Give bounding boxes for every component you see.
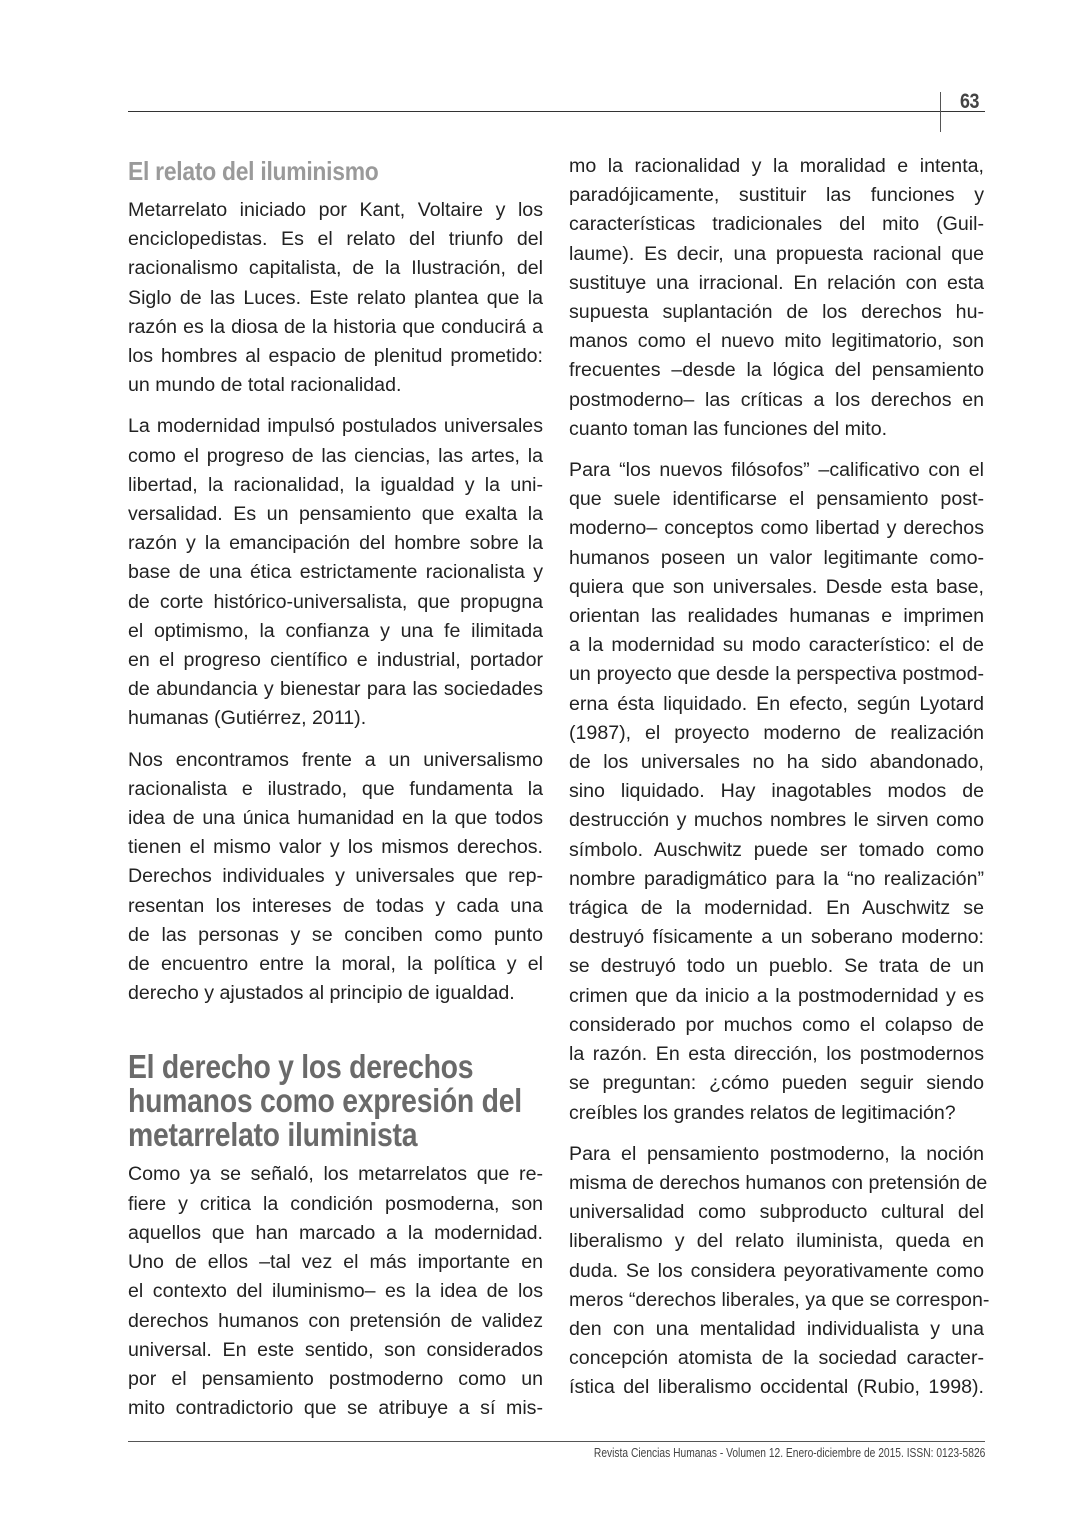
text-line: el contexto del iluminismo– es la idea de los bbox=[128, 1280, 543, 1303]
text-line: como el progreso de las ciencias, las artes, la bbox=[128, 444, 543, 467]
text-line: frecuentes –desde la lógica del pensamiento bbox=[569, 359, 984, 382]
text-line: de corte histórico-universalista, que propugna bbox=[128, 590, 543, 613]
text-line: sustituye una irracional. En relación con esta bbox=[569, 271, 984, 294]
text-line: racionalismo capitalista, de la Ilustración, del bbox=[128, 257, 543, 280]
right-column bbox=[569, 152, 990, 1415]
text-line: razón es la diosa de la historia que conducirá a bbox=[128, 315, 543, 338]
section-heading-derechos-humanos bbox=[128, 1048, 522, 1154]
text-line: duda. Se los considera peyorativamente como bbox=[569, 1259, 984, 1282]
left-column bbox=[128, 150, 543, 1435]
text-line: den con una mentalidad individualista y una bbox=[569, 1317, 984, 1340]
text-line: quiera que son universales. Desde esta base, bbox=[569, 575, 984, 598]
text-line: Derechos individuales y universales que rep- bbox=[128, 865, 543, 888]
text-line: aquellos que han marcado a la modernidad. bbox=[128, 1221, 543, 1244]
text-line: por el pensamiento postmoderno como un bbox=[128, 1367, 543, 1390]
text-line: trágica de la modernidad. En Auschwitz se bbox=[569, 897, 984, 920]
paragraph bbox=[128, 1160, 543, 1423]
text-line: universalidad como subproducto cultural del bbox=[569, 1201, 984, 1224]
heading-line: humanos como expresión del bbox=[128, 1082, 522, 1120]
text-line: versalidad. Es un pensamiento que exalta la bbox=[128, 503, 543, 526]
section-spacer bbox=[128, 1020, 543, 1050]
text-line: mito contradictorio que se atribuye a sí mis- bbox=[128, 1397, 543, 1420]
text-line: destrucción y muchos nombres le sirven como bbox=[569, 809, 984, 832]
text-line: moderno– conceptos como libertad y derechos bbox=[569, 517, 984, 540]
text-line: La modernidad impulsó postulados universales bbox=[128, 415, 543, 438]
text-line: un mundo de total racionalidad. bbox=[128, 374, 402, 397]
text-line: de abundancia y bienestar para las sociedades bbox=[128, 678, 543, 701]
text-line: postmoderno– las críticas a los derechos en bbox=[569, 388, 984, 411]
text-line: laume). Es decir, una propuesta racional que bbox=[569, 242, 984, 265]
text-line: considerado por muchos como el colapso de bbox=[569, 1013, 984, 1036]
paragraph bbox=[569, 456, 984, 1128]
text-line: humanos poseen un valor legitimante como- bbox=[569, 546, 984, 569]
text-line: los hombres al espacio de plenitud prometido: bbox=[128, 345, 543, 368]
text-line: Uno de ellos –tal vez el más importante en bbox=[128, 1251, 543, 1274]
text-line: características tradicionales del mito (Guil- bbox=[569, 213, 984, 236]
text-line: erna ésta liquidado. En efecto, según Lyotard bbox=[569, 692, 984, 715]
header-vertical-rule bbox=[940, 92, 941, 132]
text-line: ística del liberalismo occidental (Rubio, 1998). bbox=[569, 1376, 984, 1399]
text-line: Para el pensamiento postmoderno, la noción bbox=[569, 1142, 984, 1165]
text-line: orientan las realidades humanas e imprimen bbox=[569, 605, 984, 628]
footer-rule bbox=[128, 1441, 985, 1442]
paragraph bbox=[128, 412, 543, 733]
heading-line: metarrelato iluminista bbox=[128, 1116, 418, 1154]
text-line: concepción atomista de la sociedad caracter- bbox=[569, 1347, 984, 1370]
text-line: en el progreso científico e industrial, portador bbox=[128, 649, 543, 672]
text-line: paradójicamente, sustituir las funciones y bbox=[569, 184, 984, 207]
text-line: humanas (Gutiérrez, 2011). bbox=[128, 707, 367, 730]
text-line: Como ya se señaló, los metarrelatos que re- bbox=[128, 1163, 543, 1186]
text-line: manos como el nuevo mito legitimatorio, son bbox=[569, 330, 984, 353]
text-line: cuanto toman las funciones del mito. bbox=[569, 417, 888, 440]
text-line: resentan los intereses de todas y cada una bbox=[128, 894, 543, 917]
text-line: base de una ética estrictamente racionalista y bbox=[128, 561, 543, 584]
heading-line: El derecho y los derechos bbox=[128, 1048, 474, 1086]
text-line: racionalista e ilustrado, que fundamenta la bbox=[128, 777, 543, 800]
footer-citation: Revista Ciencias Humanas - Volumen 12. Enero-diciembre de 2015. ISSN: 0123-5826 bbox=[593, 1446, 985, 1460]
text-line: creíbles los grandes relatos de legitimación? bbox=[569, 1101, 956, 1124]
paragraph bbox=[569, 152, 984, 444]
text-line: símbolo. Auschwitz puede ser tomado como bbox=[569, 838, 984, 861]
text-line: tienen el mismo valor y los mismos derechos. bbox=[128, 836, 543, 859]
text-line: destruyó físicamente a un soberano moderno: bbox=[569, 926, 984, 949]
text-line: misma de derechos humanos con pretensión de bbox=[569, 1171, 988, 1194]
text-line: (1987), el proyecto moderno de realización bbox=[569, 721, 984, 744]
text-line: nombre paradigmático para la “no realización” bbox=[569, 867, 984, 890]
text-line: derechos humanos con pretensión de validez bbox=[128, 1309, 543, 1332]
text-line: se destruyó todo un pueblo. Se trata de un bbox=[569, 955, 984, 978]
text-line: universal. En este sentido, son considerados bbox=[128, 1338, 543, 1361]
text-line: que suele identificarse el pensamiento post- bbox=[569, 488, 984, 511]
text-line: meros “derechos liberales, ya que se correspon- bbox=[569, 1288, 990, 1311]
text-line: Metarrelato iniciado por Kant, Voltaire y los bbox=[128, 199, 543, 221]
section-heading-relato-iluminismo: El relato del iluminismo bbox=[128, 156, 379, 186]
text-line: de encuentro entre la moral, la política y el bbox=[128, 953, 543, 976]
paragraph bbox=[128, 746, 543, 1009]
text-line: de los universales no ha sido abandonado, bbox=[569, 751, 984, 774]
text-line: a la modernidad su modo característico: el de bbox=[569, 634, 984, 657]
text-line: el optimismo, la confianza y una fe ilimitada bbox=[128, 619, 543, 642]
text-line: Nos encontramos frente a un universalismo bbox=[128, 748, 543, 771]
paragraph bbox=[128, 196, 543, 400]
text-line: derecho y ajustados al principio de igualdad. bbox=[128, 982, 515, 1005]
text-line: enciclopedistas. Es el relato del triunfo del bbox=[128, 228, 543, 251]
text-line: libertad, la racionalidad, la igualdad y la uni- bbox=[128, 473, 543, 496]
text-line: mo la racionalidad y la moralidad e intenta, bbox=[569, 155, 984, 177]
text-line: supuesta suplantación de los derechos hu- bbox=[569, 301, 984, 324]
text-line: se preguntan: ¿cómo pueden seguir siendo bbox=[569, 1072, 984, 1095]
text-line: la razón. En esta dirección, los postmodernos bbox=[569, 1043, 984, 1066]
header-rule bbox=[128, 111, 985, 112]
page-number: 63 bbox=[960, 90, 980, 113]
text-line: crimen que da inicio a la postmodernidad y es bbox=[569, 984, 984, 1007]
text-line: liberalismo y del relato iluminista, queda en bbox=[569, 1230, 984, 1253]
text-line: razón y la emancipación del hombre sobre la bbox=[128, 532, 543, 555]
text-line: de las personas y se conciben como punto bbox=[128, 923, 543, 946]
paragraph bbox=[569, 1140, 990, 1403]
text-line: sino liquidado. Hay inagotables modos de bbox=[569, 780, 984, 803]
text-line: Siglo de las Luces. Este relato plantea que la bbox=[128, 286, 543, 309]
text-line: fiere y critica la condición posmoderna, son bbox=[128, 1192, 543, 1215]
text-line: un proyecto que desde la perspectiva postmod- bbox=[569, 663, 984, 686]
text-line: idea de una única humanidad en la que todos bbox=[128, 807, 543, 830]
text-line: Para “los nuevos filósofos” –calificativo con el bbox=[569, 459, 984, 482]
